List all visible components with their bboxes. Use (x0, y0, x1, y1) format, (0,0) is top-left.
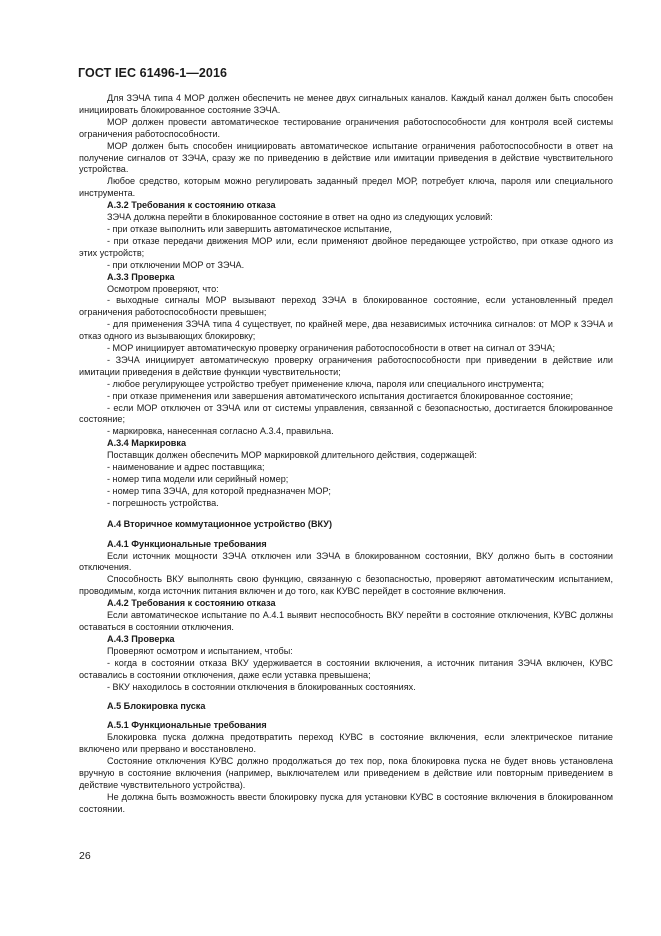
list-item: - погрешность устройства. (107, 497, 219, 508)
paragraph: Блокировка пуска должна предотвратить переход КУВС в состояние включения, если электрическое питание включено или прервано и восстановлено. (79, 732, 613, 755)
paragraph: Если источник мощности ЗЭЧА отключен или ЗЭЧА в блокированном состоянии, ВКУ должно быть в состоянии отключения. (79, 550, 613, 573)
paragraph: Поставщик должен обеспечить МОР маркировкой длительного действия, содержащей: (107, 450, 477, 461)
paragraph: МОР должен быть способен инициировать автоматическое испытание ограничения работоспособности в ответ на получение сигналов от ЗЭЧА, сразу же по приведению в действие или имитации приведения в действие чувствительного устройства. (79, 140, 613, 175)
section-heading: А.3.4 Маркировка (107, 438, 187, 449)
document-header: ГОСТ IEC 61496-1—2016 (78, 66, 228, 80)
list-item: - при отказе применения или завершения автоматического испытания достигается блокированное состояние; (107, 390, 574, 401)
section-heading: А.3.3 Проверка (107, 271, 175, 282)
list-item: - выходные сигналы МОР вызывают переход ЗЭЧА в блокированное состояние, если установленный предел ограничения работоспособности превышен; (79, 295, 613, 318)
list-item: - номер типа модели или серийный номер; (107, 474, 289, 484)
section-heading: А.4.3 Проверка (107, 633, 175, 644)
list-item: - любое регулирующее устройство требует применение ключа, пароля или специального инструмента; (107, 378, 545, 389)
section-heading: А.5.1 Функциональные требования (107, 720, 267, 731)
section-heading: А.4 Вторичное коммутационное устройство (ВКУ) (107, 518, 332, 529)
list-item: - при отказе выполнить или завершить автоматическое испытание, (107, 223, 392, 234)
paragraph: Проверяют осмотром и испытанием, чтобы: (107, 645, 293, 656)
list-item: - при отключении МОР от ЗЭЧА. (107, 259, 245, 270)
paragraph: Способность ВКУ выполнять свою функцию, связанную с безопасностью, проверяют автоматическим испытанием, проводимым, когда источник питания включен и до того, как КУВС перейдет в состояние включения. (79, 574, 613, 597)
document-body (79, 93, 613, 816)
paragraph: Осмотром проверяют, что: (107, 283, 219, 294)
paragraph: Если автоматическое испытание по А.4.1 выявит неспособность ВКУ перейти в состояние отключения, КУВС должны оставаться в состоянии отключения. (79, 610, 613, 632)
page-number: 26 (79, 850, 91, 862)
paragraph: ЗЭЧА должна перейти в блокированное состояние в ответ на одно из следующих условий: (107, 212, 493, 223)
paragraph: Состояние отключения КУВС должно продолжаться до тех пор, пока блокировка пуска не будет вновь установлена вручную в состояние включения (например, выключателем или приведением в действие или повторным приведением в действие чувствительного устройства). (79, 756, 613, 790)
list-item: - когда в состоянии отказа ВКУ удерживается в состоянии включения, а источник питания ЗЭЧА включен, КУВС оставались в состоянии отключения, даже если уставка превышена; (79, 657, 613, 680)
list-item: - при отказе передачи движения МОР или, если применяют двойное передающее устройство, при отказе одного из этих устройств; (79, 235, 613, 258)
list-item: - маркировка, нанесенная согласно А.3.4, правильна. (107, 426, 334, 437)
list-item: - для применения ЗЭЧА типа 4 существует, по крайней мере, два независимых источника сигналов: от МОР к ЗЭЧА и отказ одного из вызывающих блокировку; (79, 319, 613, 342)
section-heading: А.3.2 Требования к состоянию отказа (107, 200, 276, 211)
list-item: - МОР инициирует автоматическую проверку ограничения работоспособности в ответ на сигнал от ЗЭЧА; (107, 343, 556, 354)
section-heading: А.4.1 Функциональные требования (107, 538, 267, 549)
paragraph: Не должна быть возможность ввести блокировку пуска для установки КУВС в состояние включения в блокированном состоянии. (79, 791, 613, 814)
paragraph: МОР должен провести автоматическое тестирование ограничения работоспособности для контроля всей системы ограничения работоспособности. (79, 116, 613, 139)
paragraph: Любое средство, которым можно регулировать заданный предел МОР, потребует ключа, пароля или специального инструмента. (79, 176, 613, 199)
section-heading: А.4.2 Требования к состоянию отказа (107, 598, 276, 609)
list-item: - номер типа ЗЭЧА, для которой предназначен МОР; (107, 485, 331, 496)
list-item: - наименование и адрес поставщика; (107, 462, 265, 473)
list-item: - ВКУ находилось в состоянии отключения в блокированных состояниях. (107, 681, 416, 692)
section-heading: А.5 Блокировка пуска (107, 701, 206, 712)
list-item: - если МОР отключен от ЗЭЧА или от системы управления, связанной с безопасностью, достигается блокированное состояние; (79, 402, 613, 425)
paragraph: Для ЗЭЧА типа 4 МОР должен обеспечить не менее двух сигнальных каналов. Каждый канал должен быть способен инициировать блокированное состояние ЗЭЧА. (79, 93, 613, 115)
list-item: - ЗЭЧА инициирует автоматическую проверку ограничения работоспособности при приведении в действие или имитации приведения в действие функции чувствительности; (79, 354, 613, 377)
